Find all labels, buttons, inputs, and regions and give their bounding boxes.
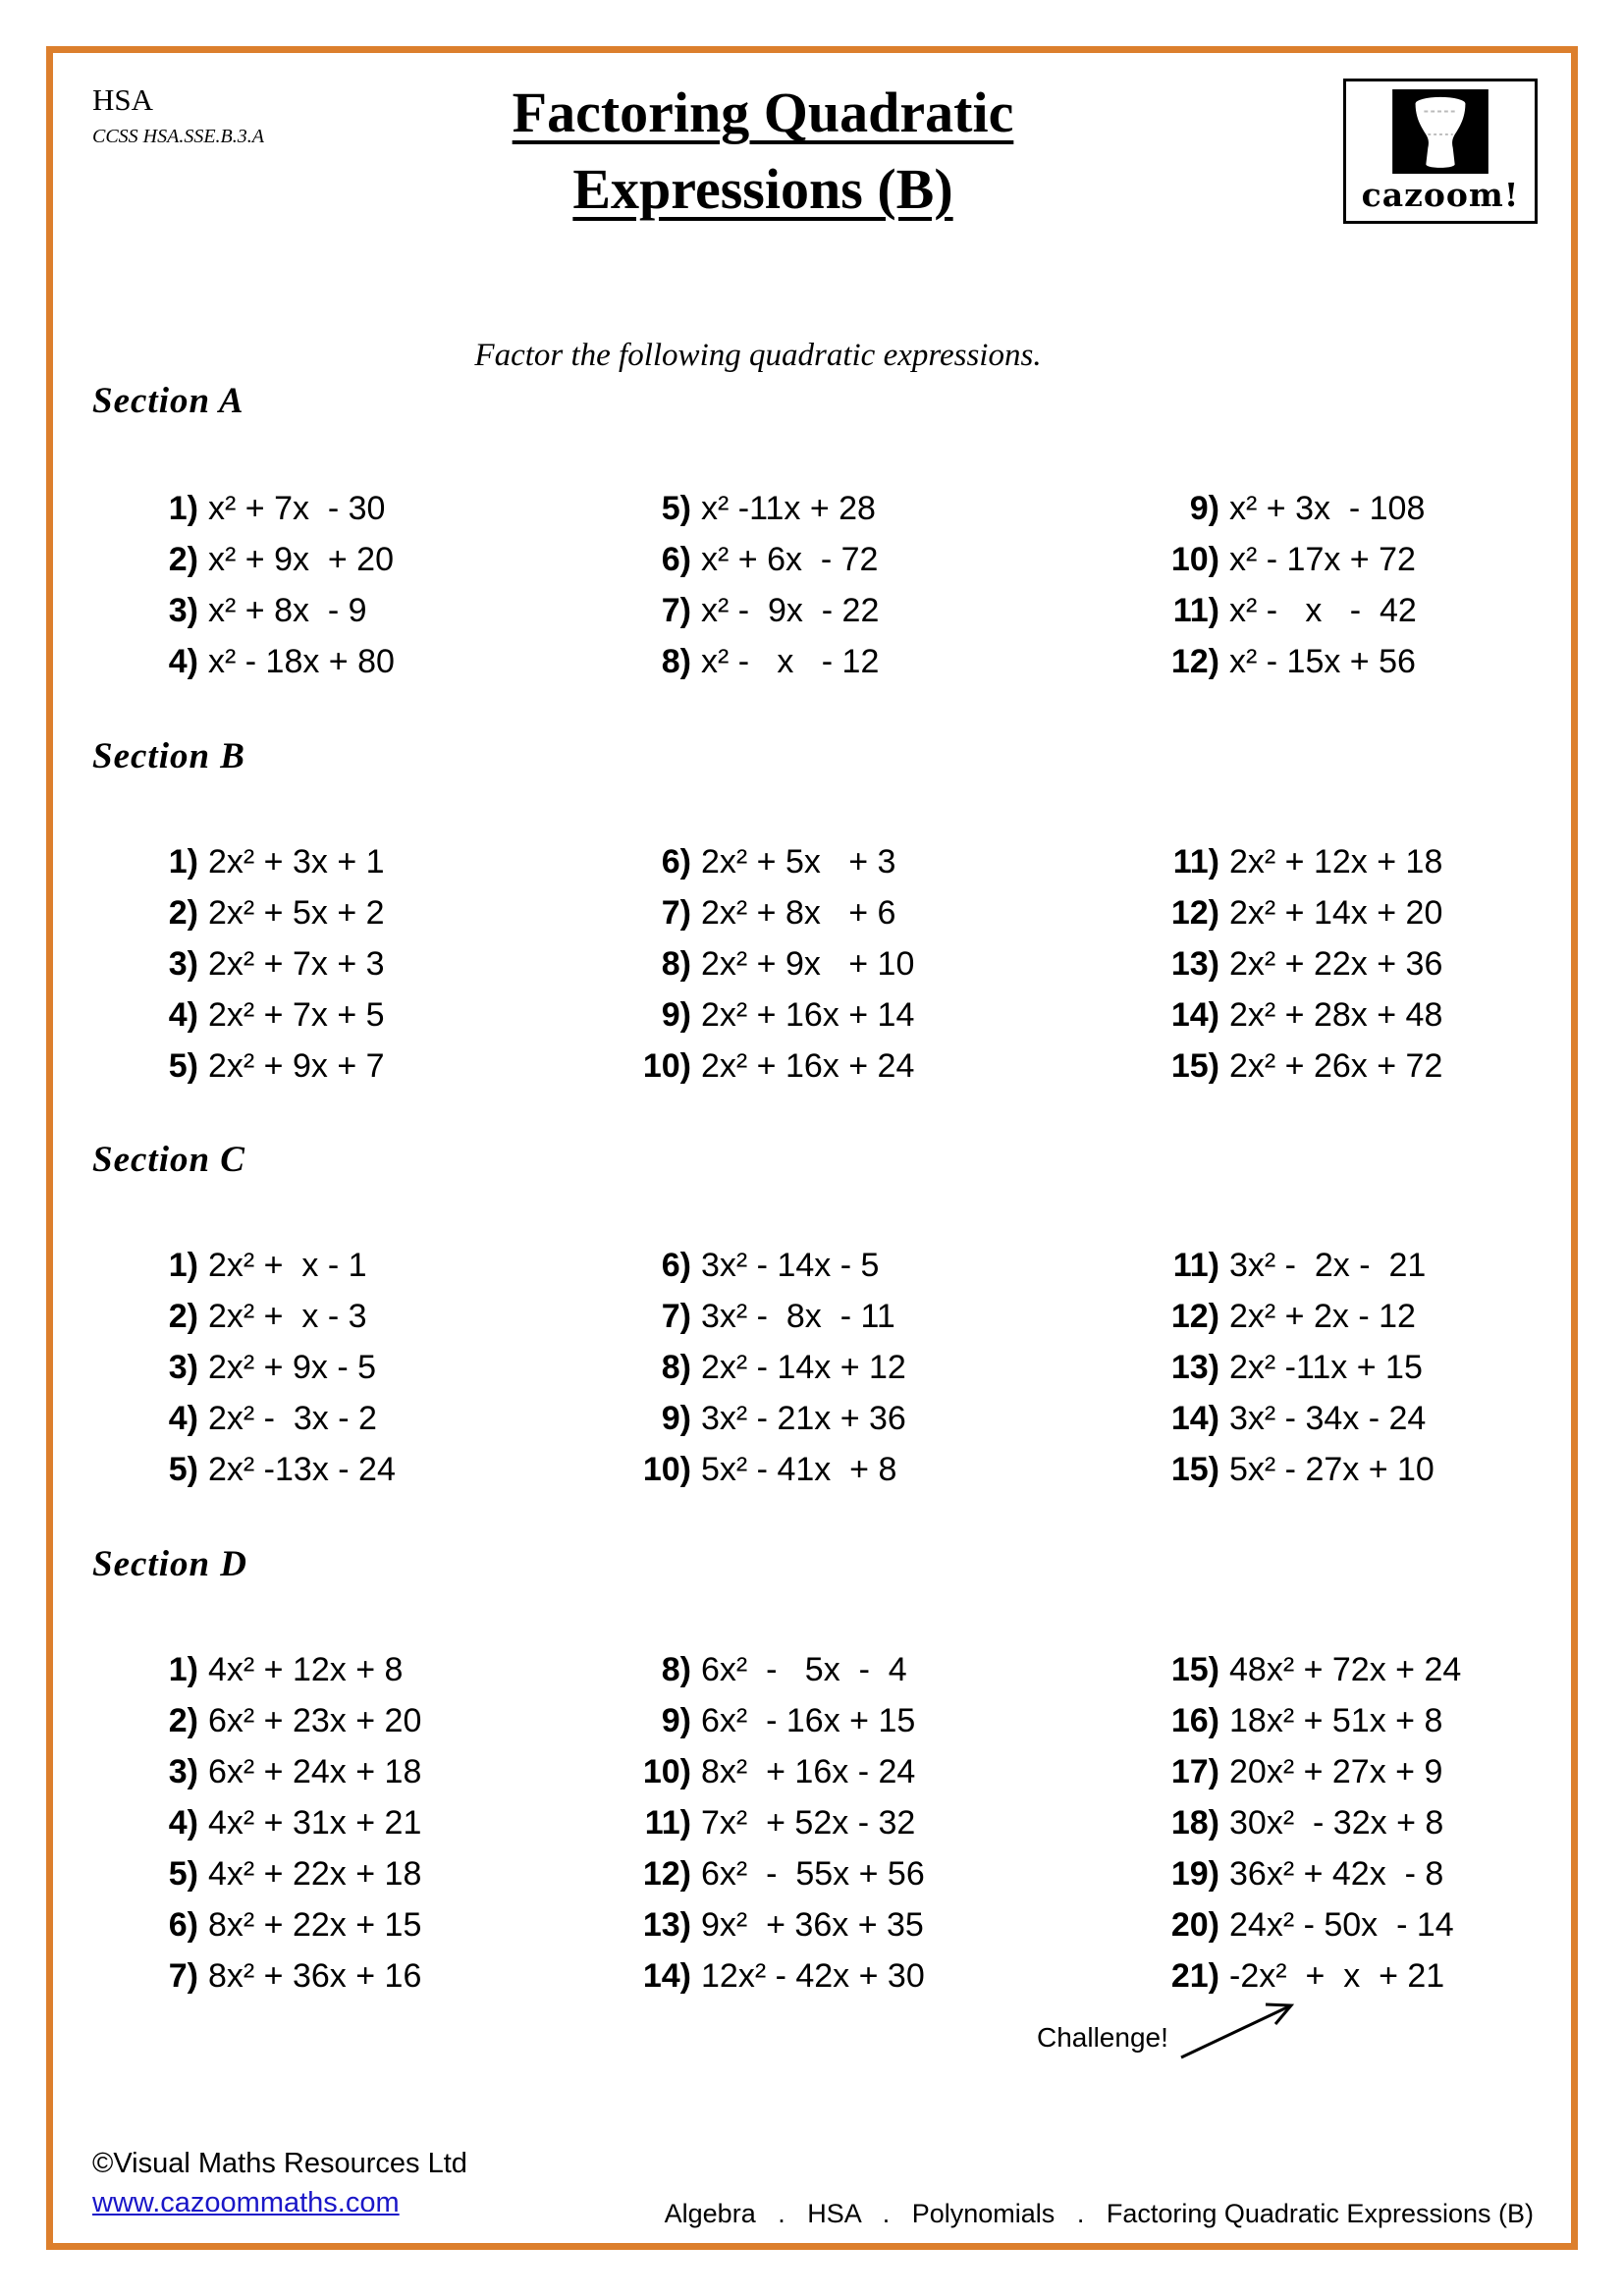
problem-number: 2) bbox=[168, 893, 198, 932]
problem-expression: 2x² - 14x + 12 bbox=[701, 1348, 906, 1386]
instruction-text: Factor the following quadratic expressions. bbox=[474, 338, 1042, 373]
problem-number: 7) bbox=[661, 893, 691, 932]
problem-number: 11) bbox=[1172, 1246, 1219, 1284]
problem-expression: x² -11x + 28 bbox=[701, 489, 876, 527]
problem-item bbox=[1161, 1444, 1583, 1495]
problem-expression: 2x² + 9x + 7 bbox=[208, 1046, 385, 1085]
problem-expression: x² - x - 42 bbox=[1229, 591, 1417, 629]
problem-item bbox=[1161, 585, 1583, 636]
problem-number: 19) bbox=[1170, 1854, 1219, 1893]
problem-expression: 6x² + 24x + 18 bbox=[208, 1752, 422, 1790]
problem-number: 8) bbox=[661, 944, 691, 983]
problem-expression: 2x² + 16x + 14 bbox=[701, 995, 915, 1034]
problem-item bbox=[139, 1240, 632, 1291]
problem-expression: 12x² - 42x + 30 bbox=[701, 1956, 925, 1995]
problem-item bbox=[1161, 1746, 1583, 1797]
section-a-problems bbox=[139, 483, 1583, 687]
problem-item bbox=[632, 836, 1161, 887]
problem-item bbox=[139, 483, 632, 534]
problem-item bbox=[632, 1797, 1161, 1848]
problem-expression: 18x² + 51x + 8 bbox=[1229, 1701, 1443, 1739]
problem-expression: 2x² + 7x + 3 bbox=[208, 944, 385, 983]
problem-expression: 48x² + 72x + 24 bbox=[1229, 1650, 1462, 1688]
challenge-arrow-icon bbox=[1177, 1997, 1307, 2061]
problem-item bbox=[139, 1848, 632, 1899]
problem-item bbox=[632, 1950, 1161, 2002]
problem-expression: 2x² + 26x + 72 bbox=[1229, 1046, 1443, 1085]
problem-expression: 2x² -13x - 24 bbox=[208, 1450, 396, 1488]
problem-number: 14) bbox=[642, 1956, 691, 1995]
course-code: HSA bbox=[92, 82, 154, 117]
problem-item bbox=[139, 1899, 632, 1950]
problem-expression: 2x² + 14x + 20 bbox=[1229, 893, 1443, 932]
problem-item bbox=[139, 1746, 632, 1797]
problem-number: 12) bbox=[1170, 642, 1219, 680]
problem-item bbox=[139, 1393, 632, 1444]
problem-item bbox=[1161, 887, 1583, 938]
problem-item bbox=[1161, 989, 1583, 1041]
problem-item bbox=[1161, 1797, 1583, 1848]
problem-number: 6) bbox=[661, 842, 691, 881]
problem-number: 18) bbox=[1170, 1803, 1219, 1842]
problem-item bbox=[1161, 534, 1583, 585]
section-d-heading: Section D bbox=[92, 1544, 248, 1584]
problem-expression: -2x² + x + 21 bbox=[1229, 1956, 1445, 1995]
problem-item bbox=[139, 1797, 632, 1848]
problem-expression: 2x² + 9x + 10 bbox=[701, 944, 915, 983]
problem-number: 1) bbox=[168, 489, 198, 527]
problem-number: 5) bbox=[168, 1450, 198, 1488]
problem-item bbox=[1161, 938, 1583, 989]
problem-item bbox=[632, 636, 1161, 687]
problem-expression: 24x² - 50x - 14 bbox=[1229, 1905, 1454, 1944]
problem-number: 11) bbox=[1172, 842, 1219, 881]
problem-expression: 36x² + 42x - 8 bbox=[1229, 1854, 1444, 1893]
problem-item bbox=[632, 938, 1161, 989]
problem-item bbox=[1161, 1041, 1583, 1092]
page-title-line2: Expressions (B) bbox=[572, 157, 953, 221]
problem-expression: 2x² + 9x - 5 bbox=[208, 1348, 377, 1386]
problem-number: 3) bbox=[168, 1348, 198, 1386]
problem-number: 15) bbox=[1170, 1450, 1219, 1488]
problem-item bbox=[1161, 1240, 1583, 1291]
problem-expression: x² - 15x + 56 bbox=[1229, 642, 1416, 680]
problem-item bbox=[632, 1695, 1161, 1746]
problem-number: 14) bbox=[1170, 995, 1219, 1034]
problem-expression: 8x² + 22x + 15 bbox=[208, 1905, 422, 1944]
problem-expression: 2x² + 16x + 24 bbox=[701, 1046, 915, 1085]
problem-number: 15) bbox=[1170, 1650, 1219, 1688]
problem-item bbox=[139, 1644, 632, 1695]
problem-number: 5) bbox=[168, 1046, 198, 1085]
problem-expression: x² + 7x - 30 bbox=[208, 489, 386, 527]
problem-number: 14) bbox=[1170, 1399, 1219, 1437]
problem-item bbox=[139, 534, 632, 585]
problem-item bbox=[139, 938, 632, 989]
problem-item bbox=[632, 1746, 1161, 1797]
problem-item bbox=[139, 887, 632, 938]
problem-number: 12) bbox=[1170, 1297, 1219, 1335]
problem-item bbox=[632, 1644, 1161, 1695]
problem-item bbox=[632, 1291, 1161, 1342]
problem-expression: x² + 9x + 20 bbox=[208, 540, 394, 578]
problem-number: 20) bbox=[1170, 1905, 1219, 1944]
problem-expression: x² - 18x + 80 bbox=[208, 642, 395, 680]
problem-number: 4) bbox=[168, 1803, 198, 1842]
problem-item bbox=[632, 1444, 1161, 1495]
problem-item bbox=[139, 1950, 632, 2002]
problem-item bbox=[1161, 836, 1583, 887]
problem-item bbox=[139, 1342, 632, 1393]
problem-expression: 3x² - 2x - 21 bbox=[1229, 1246, 1427, 1284]
problem-number: 17) bbox=[1170, 1752, 1219, 1790]
problem-item bbox=[1161, 1950, 1583, 2002]
problem-expression: 2x² -11x + 15 bbox=[1229, 1348, 1423, 1386]
problem-number: 7) bbox=[661, 1297, 691, 1335]
problem-item bbox=[1161, 1899, 1583, 1950]
problem-number: 16) bbox=[1170, 1701, 1219, 1739]
problem-expression: x² + 6x - 72 bbox=[701, 540, 879, 578]
problem-expression: 2x² + 12x + 18 bbox=[1229, 842, 1443, 881]
problem-item bbox=[1161, 483, 1583, 534]
problem-number: 10) bbox=[642, 1752, 691, 1790]
problem-expression: 3x² - 21x + 36 bbox=[701, 1399, 906, 1437]
problem-number: 1) bbox=[168, 1246, 198, 1284]
problem-item bbox=[139, 1695, 632, 1746]
problem-number: 8) bbox=[661, 642, 691, 680]
problem-item bbox=[632, 989, 1161, 1041]
challenge-label: Challenge! bbox=[1037, 2022, 1168, 2053]
problem-expression: 6x² + 23x + 20 bbox=[208, 1701, 422, 1739]
problem-item bbox=[1161, 1848, 1583, 1899]
problem-expression: x² - 17x + 72 bbox=[1229, 540, 1416, 578]
problem-number: 10) bbox=[642, 1450, 691, 1488]
problem-expression: x² - 9x - 22 bbox=[701, 591, 880, 629]
problem-expression: 6x² - 16x + 15 bbox=[701, 1701, 916, 1739]
problem-number: 10) bbox=[1170, 540, 1219, 578]
problem-number: 10) bbox=[642, 1046, 691, 1085]
problem-expression: 4x² + 31x + 21 bbox=[208, 1803, 422, 1842]
problem-item bbox=[139, 989, 632, 1041]
problem-expression: 8x² + 16x - 24 bbox=[701, 1752, 916, 1790]
problem-item bbox=[632, 1848, 1161, 1899]
problem-expression: 30x² - 32x + 8 bbox=[1229, 1803, 1444, 1842]
problem-item bbox=[632, 1342, 1161, 1393]
problem-expression: x² + 8x - 9 bbox=[208, 591, 367, 629]
problem-item bbox=[632, 534, 1161, 585]
problem-number: 7) bbox=[168, 1956, 198, 1995]
drum-icon bbox=[1392, 89, 1489, 174]
problem-number: 2) bbox=[168, 540, 198, 578]
problem-expression: 2x² + 3x + 1 bbox=[208, 842, 385, 881]
problem-number: 13) bbox=[642, 1905, 691, 1944]
section-d-problems bbox=[139, 1644, 1583, 2002]
problem-item bbox=[1161, 636, 1583, 687]
problem-number: 7) bbox=[661, 591, 691, 629]
problem-number: 4) bbox=[168, 995, 198, 1034]
logo-wordmark: cazoom! bbox=[1361, 175, 1520, 214]
problem-item bbox=[632, 1899, 1161, 1950]
section-a-heading: Section A bbox=[92, 381, 244, 421]
problem-expression: 2x² + 5x + 3 bbox=[701, 842, 896, 881]
page-title bbox=[4, 75, 1522, 228]
problem-item bbox=[139, 1041, 632, 1092]
problem-item bbox=[1161, 1644, 1583, 1695]
section-b-problems bbox=[139, 836, 1583, 1092]
problem-expression: 4x² + 12x + 8 bbox=[208, 1650, 404, 1688]
problem-number: 15) bbox=[1170, 1046, 1219, 1085]
problem-number: 9) bbox=[661, 1399, 691, 1437]
problem-expression: 5x² - 41x + 8 bbox=[701, 1450, 897, 1488]
problem-expression: 6x² - 55x + 56 bbox=[701, 1854, 925, 1893]
problem-number: 11) bbox=[644, 1803, 691, 1842]
problem-number: 5) bbox=[661, 489, 691, 527]
problem-item bbox=[139, 836, 632, 887]
problem-number: 2) bbox=[168, 1701, 198, 1739]
problem-number: 9) bbox=[661, 1701, 691, 1739]
problem-number: 4) bbox=[168, 1399, 198, 1437]
section-c-problems bbox=[139, 1240, 1583, 1495]
worksheet-page bbox=[46, 46, 1578, 2250]
problem-number: 12) bbox=[1170, 893, 1219, 932]
problem-item bbox=[1161, 1393, 1583, 1444]
problem-item bbox=[139, 1291, 632, 1342]
problem-number: 2) bbox=[168, 1297, 198, 1335]
problem-item bbox=[632, 1041, 1161, 1092]
problem-item bbox=[1161, 1342, 1583, 1393]
problem-expression: 4x² + 22x + 18 bbox=[208, 1854, 422, 1893]
problem-expression: 9x² + 36x + 35 bbox=[701, 1905, 924, 1944]
problem-number: 12) bbox=[642, 1854, 691, 1893]
problem-number: 1) bbox=[168, 1650, 198, 1688]
problem-number: 6) bbox=[661, 540, 691, 578]
problem-number: 13) bbox=[1170, 944, 1219, 983]
problem-expression: 8x² + 36x + 16 bbox=[208, 1956, 422, 1995]
page-title-line1: Factoring Quadratic bbox=[512, 80, 1014, 144]
problem-number: 4) bbox=[168, 642, 198, 680]
problem-item bbox=[632, 1393, 1161, 1444]
problem-expression: 5x² - 27x + 10 bbox=[1229, 1450, 1435, 1488]
problem-number: 6) bbox=[661, 1246, 691, 1284]
section-b-heading: Section B bbox=[92, 736, 245, 776]
breadcrumb: Algebra . HSA . Polynomials . Factoring Quadratic Expressions (B) bbox=[664, 2199, 1534, 2228]
problem-number: 3) bbox=[168, 591, 198, 629]
problem-expression: 2x² + 28x + 48 bbox=[1229, 995, 1443, 1034]
copyright-text: ©Visual Maths Resources Ltd bbox=[92, 2148, 467, 2179]
problem-expression: 2x² + 22x + 36 bbox=[1229, 944, 1443, 983]
problem-expression: 2x² + 8x + 6 bbox=[701, 893, 896, 932]
problem-expression: 2x² + 7x + 5 bbox=[208, 995, 385, 1034]
problem-expression: 2x² + 2x - 12 bbox=[1229, 1297, 1416, 1335]
problem-expression: 2x² - 3x - 2 bbox=[208, 1399, 377, 1437]
problem-number: 21) bbox=[1170, 1956, 1219, 1995]
problem-expression: x² - x - 12 bbox=[701, 642, 880, 680]
section-c-heading: Section C bbox=[92, 1140, 245, 1180]
problem-expression: 6x² - 5x - 4 bbox=[701, 1650, 907, 1688]
problem-item bbox=[139, 636, 632, 687]
ccss-standard: CCSS HSA.SSE.B.3.A bbox=[92, 126, 264, 147]
problem-expression: 7x² + 52x - 32 bbox=[701, 1803, 916, 1842]
problem-number: 8) bbox=[661, 1650, 691, 1688]
problem-number: 3) bbox=[168, 944, 198, 983]
problem-item bbox=[632, 585, 1161, 636]
problem-item bbox=[1161, 1291, 1583, 1342]
problem-number: 9) bbox=[661, 995, 691, 1034]
problem-expression: 3x² - 8x - 11 bbox=[701, 1297, 895, 1335]
problem-item bbox=[632, 1240, 1161, 1291]
cazoom-logo bbox=[1343, 79, 1538, 224]
problem-number: 11) bbox=[1172, 591, 1219, 629]
problem-number: 13) bbox=[1170, 1348, 1219, 1386]
problem-expression: 3x² - 14x - 5 bbox=[701, 1246, 880, 1284]
problem-item bbox=[632, 887, 1161, 938]
problem-expression: x² + 3x - 108 bbox=[1229, 489, 1426, 527]
website-link[interactable]: www.cazoommaths.com bbox=[92, 2187, 400, 2218]
problem-number: 9) bbox=[1189, 489, 1219, 527]
problem-number: 3) bbox=[168, 1752, 198, 1790]
problem-number: 1) bbox=[168, 842, 198, 881]
problem-expression: 2x² + 5x + 2 bbox=[208, 893, 385, 932]
problem-number: 8) bbox=[661, 1348, 691, 1386]
problem-item bbox=[1161, 1695, 1583, 1746]
problem-expression: 2x² + x - 3 bbox=[208, 1297, 367, 1335]
problem-number: 5) bbox=[168, 1854, 198, 1893]
problem-item bbox=[139, 1444, 632, 1495]
problem-expression: 2x² + x - 1 bbox=[208, 1246, 367, 1284]
problem-item bbox=[632, 483, 1161, 534]
problem-expression: 20x² + 27x + 9 bbox=[1229, 1752, 1443, 1790]
problem-number: 6) bbox=[168, 1905, 198, 1944]
problem-expression: 3x² - 34x - 24 bbox=[1229, 1399, 1427, 1437]
problem-item bbox=[139, 585, 632, 636]
